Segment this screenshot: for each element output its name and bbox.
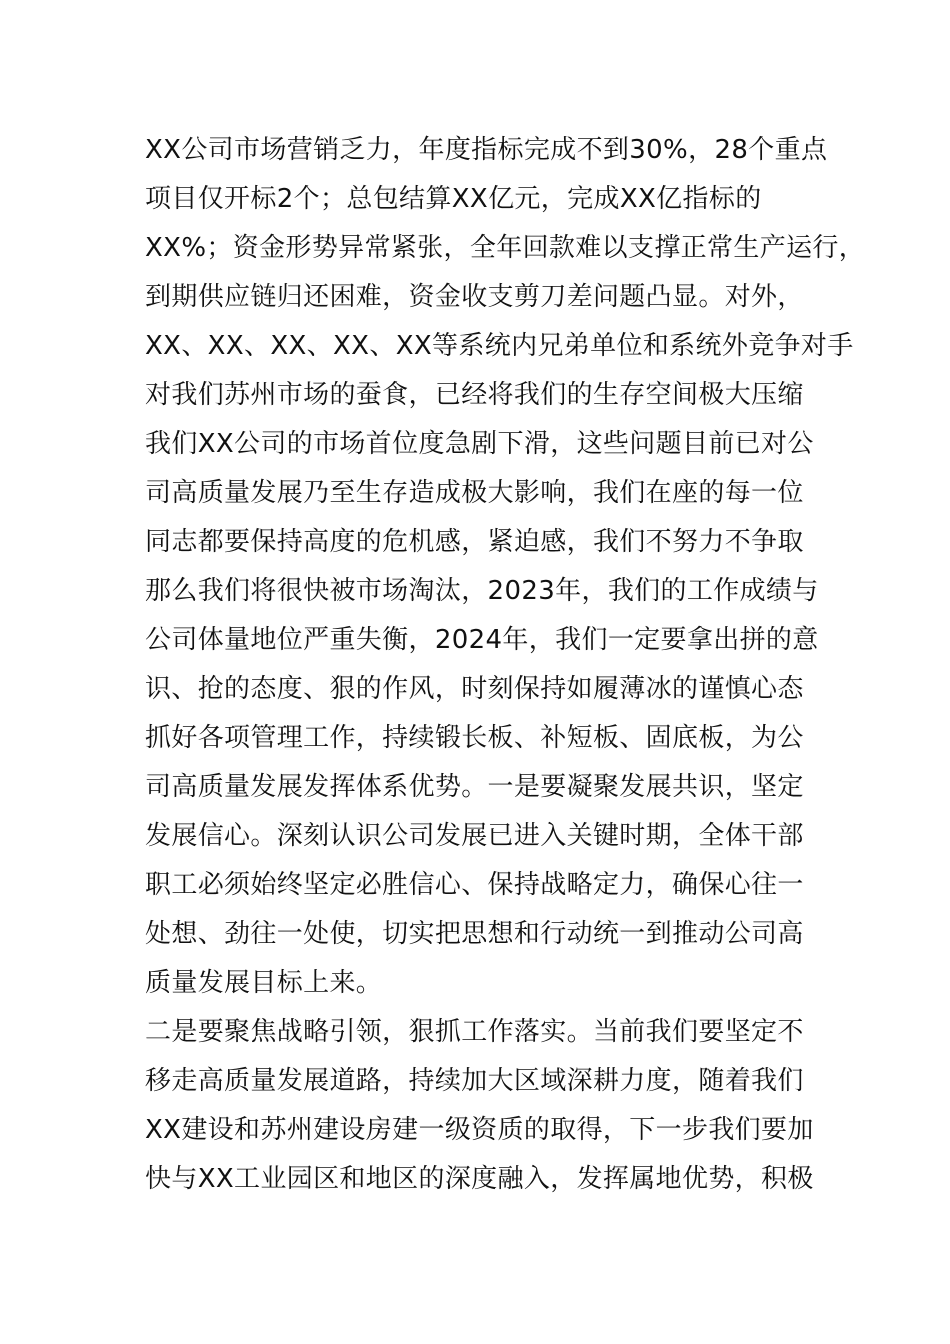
- text-line: 公司体量地位严重失衡，2024年，我们一定要拿出拼的意: [145, 625, 819, 655]
- text-line: 司高质量发展乃至生存造成极大影响，我们在座的每一位: [145, 478, 804, 508]
- text-line: 快与XX工业园区和地区的深度融入，发挥属地优势，积极: [145, 1164, 814, 1194]
- text-line: 抓好各项管理工作，持续锻长板、补短板、固底板，为公: [145, 723, 804, 753]
- text-line: XX公司市场营销乏力，年度指标完成不到30%，28个重点: [145, 135, 828, 165]
- text-line: 我们XX公司的市场首位度急剧下滑，这些问题目前已对公: [145, 429, 814, 459]
- text-line: 到期供应链归还困难，资金收支剪刀差问题凸显。对外，: [145, 282, 804, 312]
- text-line: 司高质量发展发挥体系优势。一是要凝聚发展共识，坚定: [145, 772, 804, 802]
- text-line: 项目仅开标2个；总包结算XX亿元，完成XX亿指标的: [145, 184, 762, 214]
- text-line: 对我们苏州市场的蚕食，已经将我们的生存空间极大压缩: [145, 380, 804, 410]
- text-line: 发展信心。深刻认识公司发展已进入关键时期，全体干部: [145, 821, 804, 851]
- text-line: 识、抢的态度、狠的作风，时刻保持如履薄冰的谨慎心态: [145, 674, 804, 704]
- text-line: 移走高质量发展道路，持续加大区域深耕力度，随着我们: [145, 1066, 804, 1096]
- text-line: 职工必须始终坚定必胜信心、保持战略定力，确保心往一: [145, 870, 804, 900]
- text-line: XX%；资金形势异常紧张，全年回款难以支撑正常生产运行，: [145, 233, 866, 263]
- text-line: 处想、劲往一处使，切实把思想和行动统一到推动公司高: [145, 919, 804, 949]
- text-line: 那么我们将很快被市场淘汰，2023年，我们的工作成绩与: [145, 576, 819, 606]
- text-line: 质量发展目标上来。: [145, 968, 383, 998]
- text-line: 同志都要保持高度的危机感，紧迫感，我们不努力不争取: [145, 527, 804, 557]
- text-line: 二是要聚焦战略引领，狠抓工作落实。当前我们要坚定不: [145, 1017, 804, 1047]
- text-line: XX、XX、XX、XX、XX等系统内兄弟单位和系统外竞争对手: [145, 331, 854, 361]
- text-line: XX建设和苏州建设房建一级资质的取得，下一步我们要加: [145, 1115, 814, 1145]
